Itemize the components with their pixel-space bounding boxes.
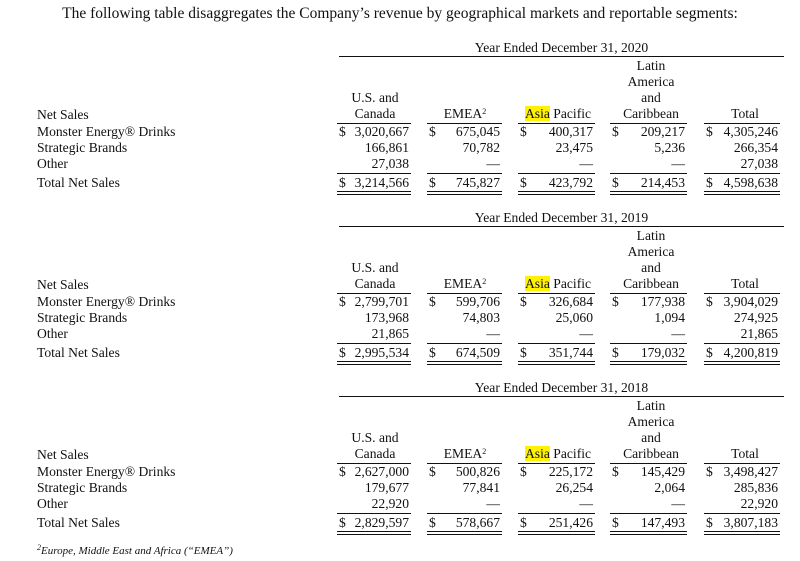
col-header-latam-line3: and	[641, 260, 661, 275]
col-header-latam-line1: Latin	[636, 398, 666, 413]
cell-us: 179,677	[364, 480, 409, 495]
col-header-us-line2: Canada	[354, 446, 396, 461]
currency-symbol: $	[339, 464, 346, 479]
cell-total: 22,920	[740, 496, 778, 511]
cell-us: 3,020,667	[354, 124, 409, 139]
col-header-latam-line2: America	[627, 74, 675, 89]
year-title: Year Ended December 31, 2020	[474, 40, 649, 55]
cell-total: 3,904,029	[723, 294, 778, 309]
col-header-emea-footnote: 2	[482, 447, 487, 456]
cell-total: 4,598,638	[723, 175, 778, 190]
total-double-rule	[610, 191, 687, 195]
col-header-emea-text: EMEA	[443, 276, 483, 291]
currency-symbol: $	[520, 515, 527, 530]
cell-latam: —	[671, 496, 685, 511]
currency-symbol: $	[339, 345, 346, 360]
subtotal-rule	[610, 343, 687, 344]
cell-latam: 145,429	[640, 464, 685, 479]
cell-latam: 147,493	[640, 515, 685, 530]
cell-emea: 674,509	[455, 345, 500, 360]
cell-emea: 77,841	[462, 480, 500, 495]
cell-asia: —	[579, 156, 593, 171]
subtotal-rule	[337, 173, 411, 174]
row-label-total: Total Net Sales	[37, 345, 120, 360]
col-header-asia-rest: Pacific	[549, 106, 592, 121]
cell-emea: 745,827	[455, 175, 500, 190]
currency-symbol: $	[429, 464, 436, 479]
year-table-block	[0, 210, 800, 378]
row-label-strategic: Strategic Brands	[37, 310, 128, 325]
col-header-emea-text: EMEA	[443, 446, 483, 461]
col-header-emea	[425, 276, 505, 292]
row-label-monster: Monster Energy® Drinks	[37, 124, 176, 139]
cell-latam: —	[671, 326, 685, 341]
cell-asia: 326,684	[548, 294, 593, 309]
cell-asia: 351,744	[548, 345, 593, 360]
currency-symbol: $	[429, 345, 436, 360]
subtotal-rule	[518, 343, 595, 344]
col-header-emea	[425, 106, 505, 122]
col-header-latam-line3: and	[641, 90, 661, 105]
col-header-asia-pacific	[508, 446, 608, 462]
col-header-us-line1: U.S. and	[351, 90, 399, 105]
row-label-total: Total Net Sales	[37, 175, 120, 190]
cell-us: 27,038	[371, 156, 409, 171]
cell-total: 285,836	[733, 480, 778, 495]
cell-latam: 5,236	[654, 140, 685, 155]
col-header-asia-highlight: Asia	[524, 106, 550, 121]
total-double-rule	[337, 531, 411, 535]
col-header-asia-rest: Pacific	[549, 276, 592, 291]
cell-asia: 400,317	[548, 124, 593, 139]
net-sales-header: Net Sales	[37, 107, 89, 122]
year-title-underline	[339, 396, 784, 397]
cell-latam: 209,217	[640, 124, 685, 139]
col-header-emea-footnote: 2	[482, 107, 487, 116]
total-double-rule	[427, 531, 502, 535]
row-label-strategic: Strategic Brands	[37, 140, 128, 155]
cell-total: 4,305,246	[723, 124, 778, 139]
currency-symbol: $	[612, 515, 619, 530]
col-header-us-line1: U.S. and	[351, 430, 399, 445]
intro-text: The following table disaggregates the Company’s revenue by geographical markets and reportable segments:	[62, 5, 738, 22]
col-header-us-line2: Canada	[354, 106, 396, 121]
total-double-rule	[337, 191, 411, 195]
subtotal-rule	[337, 343, 411, 344]
cell-total: 3,807,183	[723, 515, 778, 530]
cell-us: 2,799,701	[354, 294, 409, 309]
row-label-strategic: Strategic Brands	[37, 480, 128, 495]
currency-symbol: $	[612, 294, 619, 309]
footnote-text: Europe, Middle East and Africa (“EMEA”)	[41, 545, 233, 557]
cell-total: 274,925	[733, 310, 778, 325]
cell-total: 3,498,427	[723, 464, 778, 479]
currency-symbol: $	[520, 294, 527, 309]
total-double-rule	[337, 361, 411, 365]
cell-emea: —	[486, 156, 500, 171]
cell-us: 3,214,566	[354, 175, 409, 190]
net-sales-header: Net Sales	[37, 277, 89, 292]
col-header-latam-line4: Caribbean	[623, 446, 679, 461]
col-header-emea-text: EMEA	[443, 106, 483, 121]
currency-symbol: $	[612, 345, 619, 360]
total-double-rule	[704, 361, 780, 365]
subtotal-rule	[704, 343, 780, 344]
row-label-other: Other	[37, 496, 68, 511]
footnote	[37, 545, 233, 557]
cell-emea: 675,045	[455, 124, 500, 139]
currency-symbol: $	[429, 124, 436, 139]
col-header-total: Total	[731, 446, 759, 461]
total-double-rule	[704, 191, 780, 195]
cell-emea: —	[486, 326, 500, 341]
cell-asia: 23,475	[555, 140, 593, 155]
subtotal-rule	[610, 173, 687, 174]
year-title: Year Ended December 31, 2019	[474, 210, 649, 225]
row-label-monster: Monster Energy® Drinks	[37, 464, 176, 479]
subtotal-rule	[337, 513, 411, 514]
cell-asia: 251,426	[548, 515, 593, 530]
cell-latam: 177,938	[640, 294, 685, 309]
currency-symbol: $	[706, 464, 713, 479]
col-header-latam-line2: America	[627, 414, 675, 429]
cell-emea: 70,782	[462, 140, 500, 155]
currency-symbol: $	[706, 124, 713, 139]
col-header-latam-line3: and	[641, 430, 661, 445]
total-double-rule	[610, 531, 687, 535]
cell-total: 27,038	[740, 156, 778, 171]
currency-symbol: $	[520, 175, 527, 190]
cell-emea: —	[486, 496, 500, 511]
col-header-asia-rest: Pacific	[549, 446, 592, 461]
footnote-marker: 2	[37, 543, 41, 552]
col-header-asia-pacific	[508, 276, 608, 292]
total-double-rule	[427, 191, 502, 195]
col-header-latam-line4: Caribbean	[623, 276, 679, 291]
cell-asia: —	[579, 326, 593, 341]
col-header-total: Total	[731, 106, 759, 121]
currency-symbol: $	[612, 464, 619, 479]
cell-us: 173,968	[364, 310, 409, 325]
col-header-us-line2: Canada	[354, 276, 396, 291]
currency-symbol: $	[429, 175, 436, 190]
cell-us: 2,995,534	[354, 345, 409, 360]
currency-symbol: $	[706, 294, 713, 309]
subtotal-rule	[704, 513, 780, 514]
currency-symbol: $	[612, 124, 619, 139]
total-double-rule	[518, 361, 595, 365]
total-double-rule	[427, 361, 502, 365]
total-double-rule	[610, 361, 687, 365]
cell-total: 266,354	[733, 140, 778, 155]
cell-latam: 179,032	[640, 345, 685, 360]
col-header-us-line1: U.S. and	[351, 260, 399, 275]
total-double-rule	[518, 191, 595, 195]
year-table-block	[0, 380, 800, 548]
cell-asia: 25,060	[555, 310, 593, 325]
currency-symbol: $	[706, 515, 713, 530]
subtotal-rule	[610, 513, 687, 514]
cell-emea: 578,667	[455, 515, 500, 530]
currency-symbol: $	[429, 294, 436, 309]
currency-symbol: $	[612, 175, 619, 190]
col-header-latam-line1: Latin	[636, 58, 666, 73]
col-header-emea-footnote: 2	[482, 277, 487, 286]
cell-asia: 423,792	[548, 175, 593, 190]
currency-symbol: $	[520, 124, 527, 139]
col-header-asia-highlight: Asia	[524, 446, 550, 461]
subtotal-rule	[427, 343, 502, 344]
currency-symbol: $	[706, 345, 713, 360]
col-header-latam-line4: Caribbean	[623, 106, 679, 121]
cell-latam: 2,064	[654, 480, 685, 495]
currency-symbol: $	[520, 464, 527, 479]
cell-total: 4,200,819	[723, 345, 778, 360]
currency-symbol: $	[429, 515, 436, 530]
col-header-emea	[425, 446, 505, 462]
currency-symbol: $	[339, 515, 346, 530]
total-double-rule	[704, 531, 780, 535]
cell-us: 22,920	[371, 496, 409, 511]
cell-us: 2,829,597	[354, 515, 409, 530]
cell-us: 2,627,000	[354, 464, 409, 479]
col-header-asia-pacific	[508, 106, 608, 122]
subtotal-rule	[427, 513, 502, 514]
subtotal-rule	[427, 173, 502, 174]
cell-emea: 500,826	[455, 464, 500, 479]
currency-symbol: $	[706, 175, 713, 190]
col-header-latam-line2: America	[627, 244, 675, 259]
subtotal-rule	[704, 173, 780, 174]
subtotal-rule	[518, 173, 595, 174]
currency-symbol: $	[339, 294, 346, 309]
year-table-block	[0, 40, 800, 208]
cell-total: 21,865	[740, 326, 778, 341]
year-title: Year Ended December 31, 2018	[474, 380, 649, 395]
col-header-latam-line1: Latin	[636, 228, 666, 243]
cell-us: 166,861	[364, 140, 409, 155]
cell-asia: 26,254	[555, 480, 593, 495]
row-label-other: Other	[37, 156, 68, 171]
cell-latam: 214,453	[640, 175, 685, 190]
subtotal-rule	[518, 513, 595, 514]
cell-asia: 225,172	[548, 464, 593, 479]
col-header-total: Total	[731, 276, 759, 291]
cell-latam: 1,094	[654, 310, 685, 325]
currency-symbol: $	[339, 175, 346, 190]
cell-emea: 599,706	[455, 294, 500, 309]
cell-asia: —	[579, 496, 593, 511]
currency-symbol: $	[520, 345, 527, 360]
total-double-rule	[518, 531, 595, 535]
year-title-underline	[339, 56, 784, 57]
year-title-underline	[339, 226, 784, 227]
row-label-total: Total Net Sales	[37, 515, 120, 530]
net-sales-header: Net Sales	[37, 447, 89, 462]
currency-symbol: $	[339, 124, 346, 139]
row-label-monster: Monster Energy® Drinks	[37, 294, 176, 309]
col-header-asia-highlight: Asia	[524, 276, 550, 291]
row-label-other: Other	[37, 326, 68, 341]
cell-emea: 74,803	[462, 310, 500, 325]
cell-us: 21,865	[371, 326, 409, 341]
cell-latam: —	[671, 156, 685, 171]
